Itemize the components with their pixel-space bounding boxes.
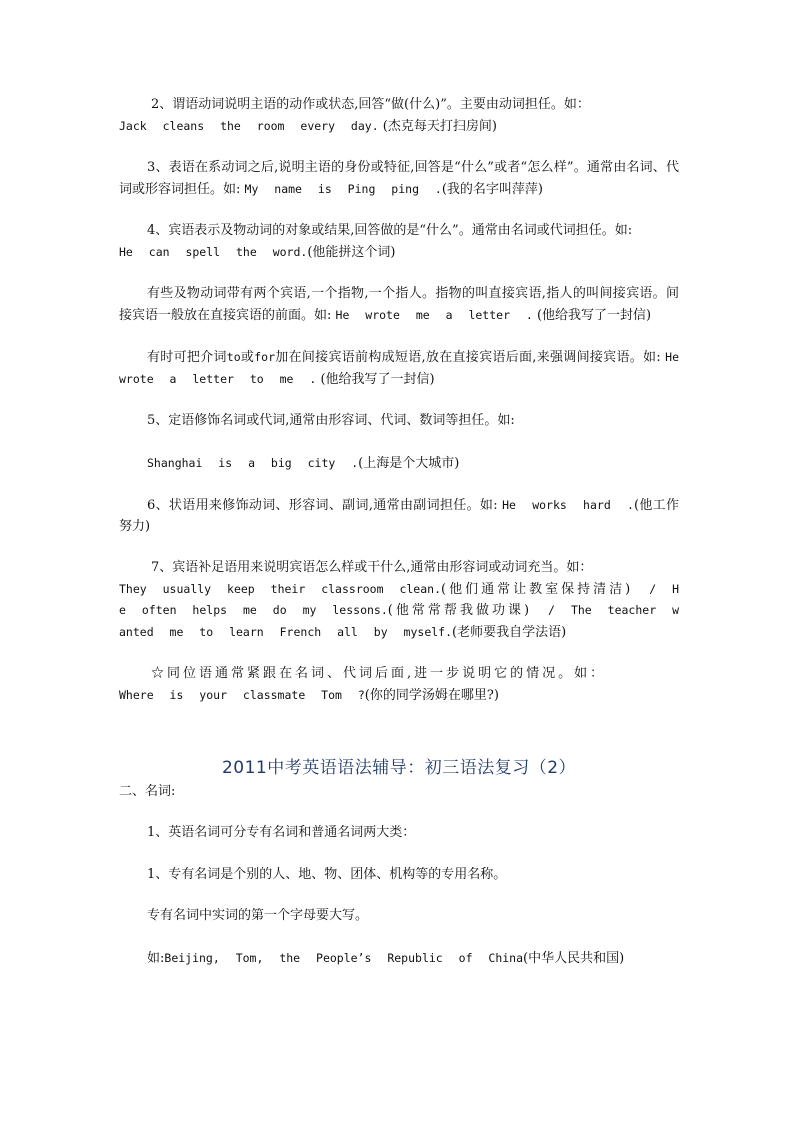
translation: (他给我写了一封信) (532, 307, 652, 323)
paragraph-preposition (119, 347, 679, 390)
paragraph-appositive (119, 664, 679, 706)
word-to: to (226, 350, 241, 364)
text-cn: 3、表语在系动词之后,说明主语的身份或特征,回答是“什么”或者“怎么样”。通常由名词、代词或形容词担任。如: (119, 160, 679, 197)
translation: (他工作努力) (119, 498, 679, 534)
text-cn: 有时可把介词 (147, 350, 227, 365)
text-cn: 或 (240, 350, 255, 365)
text-cn: 加在间接宾语前构成短语,放在直接宾语后面,来强调间接宾语。如: (275, 350, 666, 365)
translation: (上海是个大城市) (358, 455, 460, 471)
paragraph-noun-types (119, 823, 679, 844)
page-title: 2011中考英语语法辅导：初三语法复习（2） (221, 758, 577, 778)
text-cn: 如: (147, 950, 165, 966)
translation: (他常常帮我做功课) (387, 603, 533, 618)
paragraph-object (119, 221, 679, 263)
example-en: He can spell the word. (119, 244, 308, 259)
paragraph-adverbial (119, 495, 679, 537)
example-en: They usually keep their classroom clean. (119, 581, 441, 596)
translation: (我的名字叫萍萍) (441, 181, 543, 197)
paragraph-attribute (119, 411, 679, 432)
translation: (你的同学汤姆在哪里?) (364, 687, 499, 703)
example-en: Jack cleans the room every day. (119, 118, 379, 133)
paragraph-capitalization (119, 906, 679, 927)
example-en: He wrote a letter to me . (119, 350, 679, 386)
example-en: He works hard . (502, 498, 634, 512)
document-page (119, 95, 679, 990)
translation: (中华人民共和国) (523, 950, 625, 966)
paragraph-predicative (119, 158, 679, 200)
text-cn: 7、宾语补足语用来说明宾语怎么样或干什么,通常由形容词或动词充当。如： (151, 560, 593, 575)
translation: (他能拼这个词) (307, 244, 396, 260)
text-cn: 6、状语用来修饰动词、形容词、副词,通常由副词担任。如: (147, 498, 503, 513)
word-for: for (254, 350, 275, 364)
example-en: The teacher wanted me to learn French all by myself. (119, 603, 679, 639)
paragraph-double-object (119, 284, 679, 326)
text-cn: 4、宾语表示及物动词的对象或结果,回答做的是“什么”。通常由名词或代词担任。如: (147, 223, 633, 238)
example-en: Shanghai is a big city . (147, 455, 359, 470)
paragraph-predicate (119, 95, 679, 137)
translation: (老师要我自学法语) (452, 624, 567, 640)
example-en: Where is your classmate Tom ? (119, 687, 365, 702)
example-en: He wrote me a letter . (335, 307, 533, 322)
translation: (杰克每天打扫房间) (382, 118, 497, 134)
text-cn: 2、谓语动词说明主语的动作或状态,回答“做(什么)”。主要由动词担任。如： (151, 97, 590, 112)
paragraph-noun-example (119, 948, 679, 970)
separator: / (532, 603, 571, 617)
example-en: He often helps me do my lessons. (119, 581, 679, 617)
text-cn: 5、定语修饰名词或代词,通常由形容词、代词、数词等担任。如: (147, 413, 515, 428)
paragraph-complement (119, 558, 679, 643)
text-cn: 1、专有名词是个别的人、地、物、团体、机构等的专用名称。 (147, 866, 507, 882)
translation: (他们通常让教室保持清洁) (441, 581, 634, 597)
section-heading: 二、名词: (119, 784, 176, 799)
text-cn: 1、英语名词可分专有名词和普通名词两大类： (147, 825, 416, 840)
text-cn: 有些及物动词带有两个宾语,一个指物,一个指人。指物的叫直接宾语,指人的叫间接宾语。间接宾语一般放在直接宾语的前面。如: (119, 286, 679, 323)
text-cn: ☆同位语通常紧跟在名词、代词后面,进一步说明它的情况。如： (151, 666, 607, 681)
example-en: Beijing, Tom, the People’s Republic of China (164, 950, 524, 965)
paragraph-attribute-example (119, 453, 679, 475)
separator: / (633, 581, 673, 596)
paragraph-proper-noun (119, 865, 679, 886)
translation: (他给我写了一封信) (316, 371, 435, 387)
text-cn: 专有名词中实词的第一个字母要大写。 (147, 908, 369, 923)
example-en: My name is Ping ping . (244, 181, 442, 196)
